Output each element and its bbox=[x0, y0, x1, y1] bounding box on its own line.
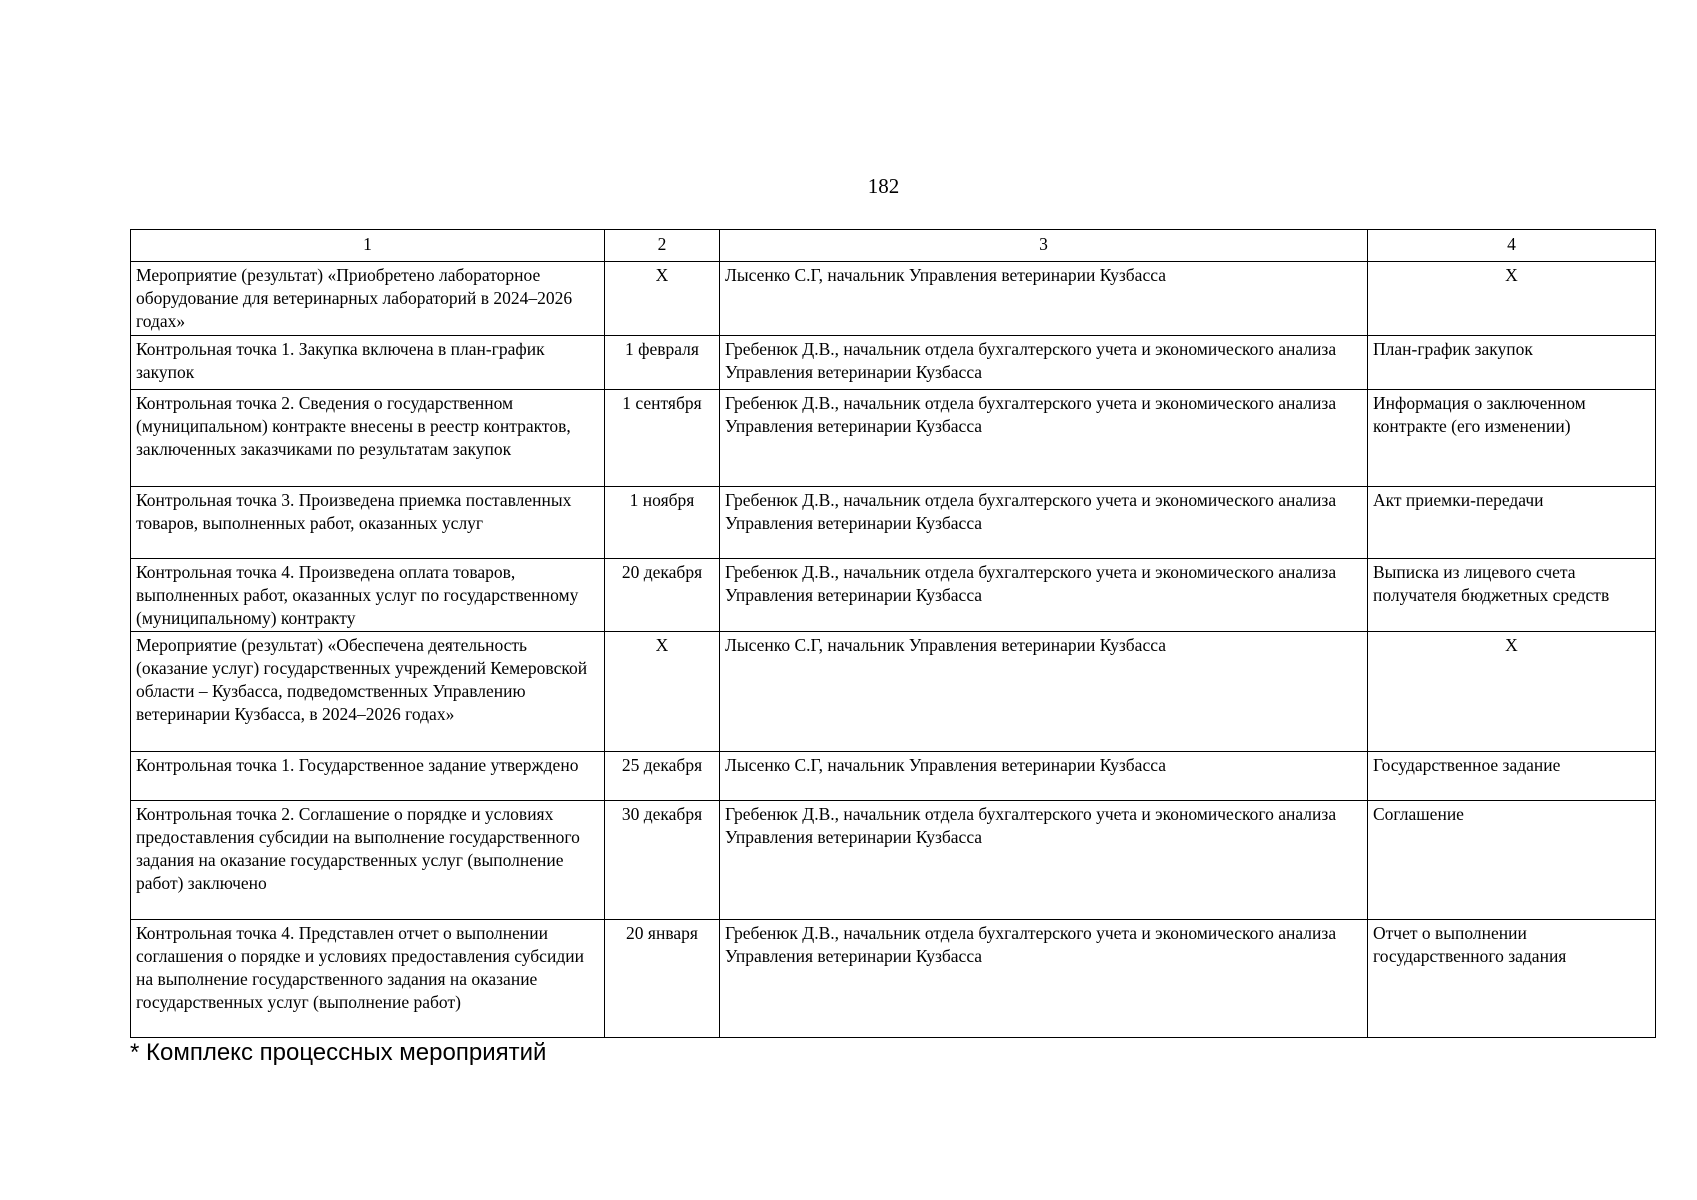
responsible-cell: Гребенюк Д.В., начальник отдела бухгалтерского учета и экономического анализа Управления ветеринарии Кузбасса bbox=[720, 390, 1368, 487]
deadline-cell: 25 декабря bbox=[605, 752, 720, 801]
column-header-4: 4 bbox=[1368, 230, 1656, 262]
deadline-cell: 20 января bbox=[605, 920, 720, 1038]
responsible-cell: Гребенюк Д.В., начальник отдела бухгалтерского учета и экономического анализа Управления ветеринарии Кузбасса bbox=[720, 336, 1368, 390]
table-row bbox=[131, 752, 1656, 801]
document-cell: План-график закупок bbox=[1368, 336, 1656, 390]
control-points-table bbox=[130, 229, 1656, 1038]
document-cell: Соглашение bbox=[1368, 801, 1656, 920]
responsible-cell: Лысенко С.Г, начальник Управления ветеринарии Кузбасса bbox=[720, 632, 1368, 752]
deadline-cell: 1 февраля bbox=[605, 336, 720, 390]
column-header-3: 3 bbox=[720, 230, 1368, 262]
table-row bbox=[131, 390, 1656, 487]
responsible-cell: Гребенюк Д.В., начальник отдела бухгалтерского учета и экономического анализа Управления ветеринарии Кузбасса bbox=[720, 920, 1368, 1038]
event-description-cell: Контрольная точка 4. Произведена оплата товаров, выполненных работ, оказанных услуг по государственному (муниципальному) контракту bbox=[131, 559, 605, 632]
column-header-1: 1 bbox=[131, 230, 605, 262]
document-cell: Акт приемки-передачи bbox=[1368, 487, 1656, 559]
responsible-cell: Лысенко С.Г, начальник Управления ветеринарии Кузбасса bbox=[720, 262, 1368, 336]
table-row bbox=[131, 632, 1656, 752]
deadline-cell: Х bbox=[605, 262, 720, 336]
table-row bbox=[131, 920, 1656, 1038]
event-description-cell: Контрольная точка 3. Произведена приемка поставленных товаров, выполненных работ, оказанных услуг bbox=[131, 487, 605, 559]
table-row bbox=[131, 801, 1656, 920]
event-description-cell: Контрольная точка 1. Государственное задание утверждено bbox=[131, 752, 605, 801]
deadline-cell: 30 декабря bbox=[605, 801, 720, 920]
deadline-cell: Х bbox=[605, 632, 720, 752]
table-row bbox=[131, 487, 1656, 559]
responsible-cell: Лысенко С.Г, начальник Управления ветеринарии Кузбасса bbox=[720, 752, 1368, 801]
document-cell: Отчет о выполнении государственного задания bbox=[1368, 920, 1656, 1038]
responsible-cell: Гребенюк Д.В., начальник отдела бухгалтерского учета и экономического анализа Управления ветеринарии Кузбасса bbox=[720, 559, 1368, 632]
document-cell: Х bbox=[1368, 632, 1656, 752]
column-header-2: 2 bbox=[605, 230, 720, 262]
deadline-cell: 1 ноября bbox=[605, 487, 720, 559]
table-header-row bbox=[131, 230, 1656, 262]
event-description-cell: Контрольная точка 2. Соглашение о порядке и условиях предоставления субсидии на выполнение государственного задания на оказание государственных услуг (выполнение работ) заключено bbox=[131, 801, 605, 920]
document-cell: Х bbox=[1368, 262, 1656, 336]
document-cell: Информация о заключенном контракте (его изменении) bbox=[1368, 390, 1656, 487]
document-cell: Государственное задание bbox=[1368, 752, 1656, 801]
event-description-cell: Контрольная точка 4. Представлен отчет о выполнении соглашения о порядке и условиях предоставления субсидии на выполнение государственного задания на оказание государственных услуг (выполнение работ) bbox=[131, 920, 605, 1038]
deadline-cell: 20 декабря bbox=[605, 559, 720, 632]
event-description-cell: Мероприятие (результат) «Обеспечена деятельность (оказание услуг) государственных учреждений Кемеровской области – Кузбасса, подведомственных Управлению ветеринарии Кузбасса, в 2024–2026 годах» bbox=[131, 632, 605, 752]
responsible-cell: Гребенюк Д.В., начальник отдела бухгалтерского учета и экономического анализа Управления ветеринарии Кузбасса bbox=[720, 801, 1368, 920]
table-row bbox=[131, 262, 1656, 336]
event-description-cell: Контрольная точка 2. Сведения о государственном (муниципальном) контракте внесены в реестр контрактов, заключенных заказчиками по результатам закупок bbox=[131, 390, 605, 487]
event-description-cell: Контрольная точка 1. Закупка включена в план-график закупок bbox=[131, 336, 605, 390]
document-cell: Выписка из лицевого счета получателя бюджетных средств bbox=[1368, 559, 1656, 632]
table-row bbox=[131, 336, 1656, 390]
table-row bbox=[131, 559, 1656, 632]
event-description-cell: Мероприятие (результат) «Приобретено лабораторное оборудование для ветеринарных лабораторий в 2024–2026 годах» bbox=[131, 262, 605, 336]
footnote: * Комплекс процессных мероприятий bbox=[130, 1039, 547, 1066]
responsible-cell: Гребенюк Д.В., начальник отдела бухгалтерского учета и экономического анализа Управления ветеринарии Кузбасса bbox=[720, 487, 1368, 559]
page-number: 182 bbox=[867, 174, 900, 198]
deadline-cell: 1 сентября bbox=[605, 390, 720, 487]
